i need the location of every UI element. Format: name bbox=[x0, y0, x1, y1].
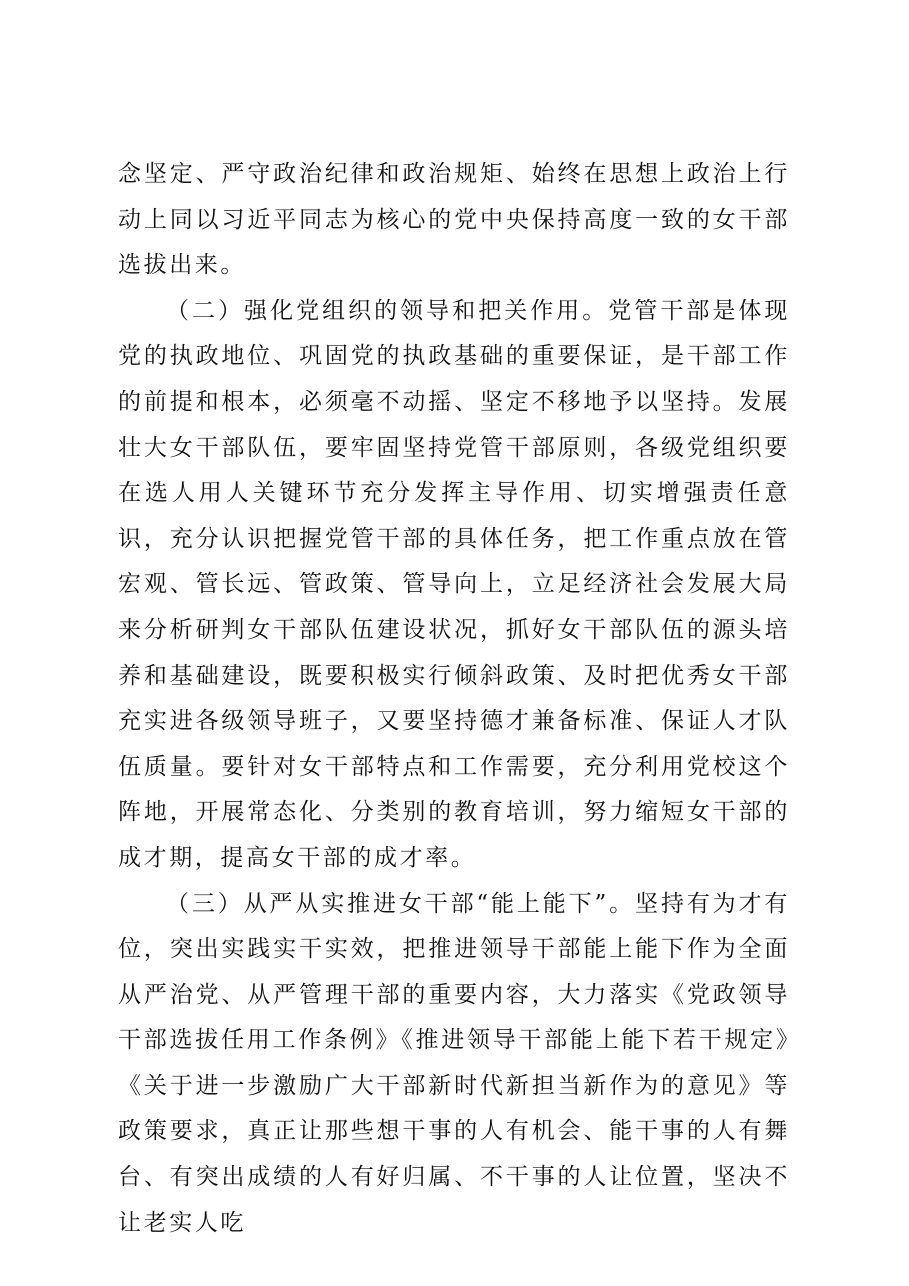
paragraph-continuation: 念坚定、严守政治纪律和政治规矩、始终在思想上政治上行动上同以习近平同志为核心的党中央保持高度一致的女干部选拔出来。 bbox=[118, 161, 790, 279]
paragraph-section-three: （三）从严从实推进女干部“能上能下”。坚持有为才有位，突出实践实干实效，把推进领导干部能上能下作为全面从严治党、从严管理干部的重要内容，大力落实《党政领导干部选拔任用工作条例》《推进领导干部能上能下若干规定》《关于进一步激励广大干部新时代新担当新作为的意见》等政策要求，真正让那些想干事的人有机会、能干事的人有舞台、有突出成绩的人有好归属、不干事的人让位置，坚决不让老实人吃 bbox=[118, 890, 790, 1236]
paragraph-section-two: （二）强化党组织的领导和把关作用。党管干部是体现党的执政地位、巩固党的执政基础的重要保证，是干部工作的前提和根本，必须毫不动摇、坚定不移地予以坚持。发展壮大女干部队伍，要牢固坚持党管干部原则，各级党组织要在选人用人关键环节充分发挥主导作用、切实增强责任意识，充分认识把握党管干部的具体任务，把工作重点放在管宏观、管长远、管政策、管导向上，立足经济社会发展大局来分析研判女干部队伍建设状况，抓好女干部队伍的源头培养和基础建设，既要积极实行倾斜政策、及时把优秀女干部充实进各级领导班子，又要坚持德才兼备标准、保证人才队伍质量。要针对女干部特点和工作需要，充分利用党校这个阵地，开展常态化、分类别的教育培训，努力缩短女干部的成才期，提高女干部的成才率。 bbox=[118, 297, 790, 871]
body-text bbox=[118, 152, 790, 1246]
